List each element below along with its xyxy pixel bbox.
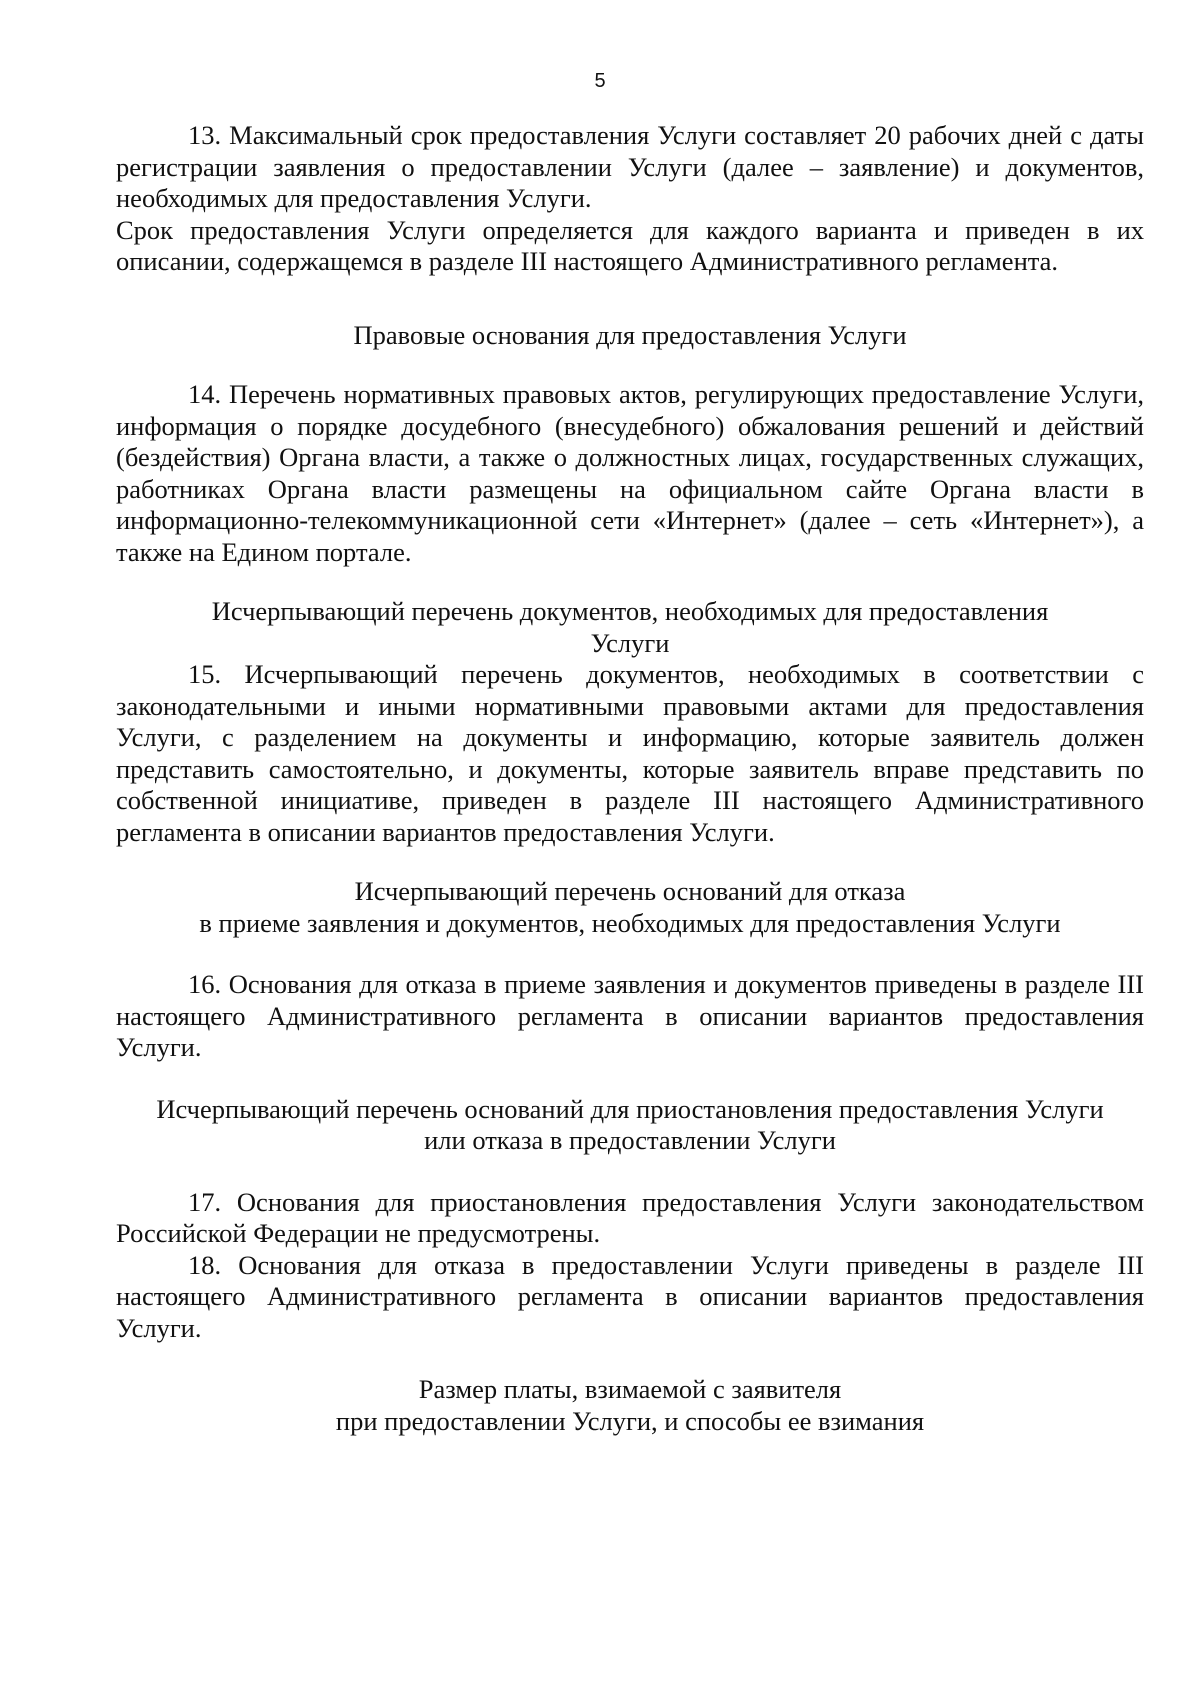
heading-suspension-grounds-line-2: или отказа в предоставлении Услуги	[424, 1125, 836, 1155]
heading-refusal-grounds	[116, 876, 1144, 939]
heading-suspension-grounds-line-1: Исчерпывающий перечень оснований для приостановления предоставления Услуги	[156, 1093, 1104, 1124]
paragraph-13: 13. Максимальный срок предоставления Услуги составляет 20 рабочих дней с даты регистрации заявления о предоставлении Услуги (далее – заявление) и документов, необходимых для предоставления Услуги.	[116, 120, 1144, 213]
paragraph-13-term-note: Срок предоставления Услуги определяется для каждого варианта и приведен в их описании, содержащемся в разделе III настоящего Административного регламента.	[116, 214, 1144, 276]
paragraph-14: 14. Перечень нормативных правовых актов, регулирующих предоставление Услуги, информация о порядке досудебного (внесудебного) обжалования решений и действий (бездействия) Органа власти, а также о должностных лицах, государственных служащих, работниках Органа власти размещены на официальном сайте Органа власти в информационно-телекоммуникационной сети «Интернет» (далее – сеть «Интернет»), а также на Едином портале.	[116, 379, 1144, 567]
page-number: 5	[594, 70, 606, 92]
heading-legal-grounds: Правовые основания для предоставления Услуги	[353, 319, 907, 350]
heading-fee-line-1: Размер платы, взимаемой с заявителя	[418, 1374, 842, 1404]
paragraph-18: 18. Основания для отказа в предоставлении Услуги приведены в разделе III настоящего Административного регламента в описании вариантов предоставления Услуги.	[116, 1249, 1144, 1343]
heading-refusal-grounds-line-1: Исчерпывающий перечень оснований для отказа	[354, 876, 906, 906]
paragraph-16: 16. Основания для отказа в приеме заявления и документов приведены в разделе III настоящего Административного регламента в описании вариантов предоставления Услуги.	[116, 969, 1144, 1062]
document-body	[116, 120, 1144, 1437]
paragraph-17: 17. Основания для приостановления предоставления Услуги законодательством Российской Федерации не предусмотрены.	[116, 1186, 1144, 1248]
heading-fee	[116, 1374, 1144, 1437]
heading-documents-list-line-2: Услуги	[590, 627, 670, 658]
heading-fee-line-2: при предоставлении Услуги, и способы ее взимания	[335, 1405, 925, 1436]
heading-refusal-grounds-line-2: в приеме заявления и документов, необходимых для предоставления Услуги	[199, 907, 1061, 938]
heading-documents-list	[116, 596, 1144, 659]
heading-documents-list-line-1: Исчерпывающий перечень документов, необходимых для предоставления	[211, 596, 1049, 626]
heading-suspension-grounds	[116, 1094, 1144, 1157]
paragraph-15: 15. Исчерпывающий перечень документов, необходимых в соответствии с законодательными и иными нормативными правовыми актами для предоставления Услуги, с разделением на документы и информацию, которые заявитель должен представить самостоятельно, и документы, которые заявитель вправе представить по собственной инициативе, приведен в разделе III настоящего Административного регламента в описании вариантов предоставления Услуги.	[116, 659, 1144, 847]
